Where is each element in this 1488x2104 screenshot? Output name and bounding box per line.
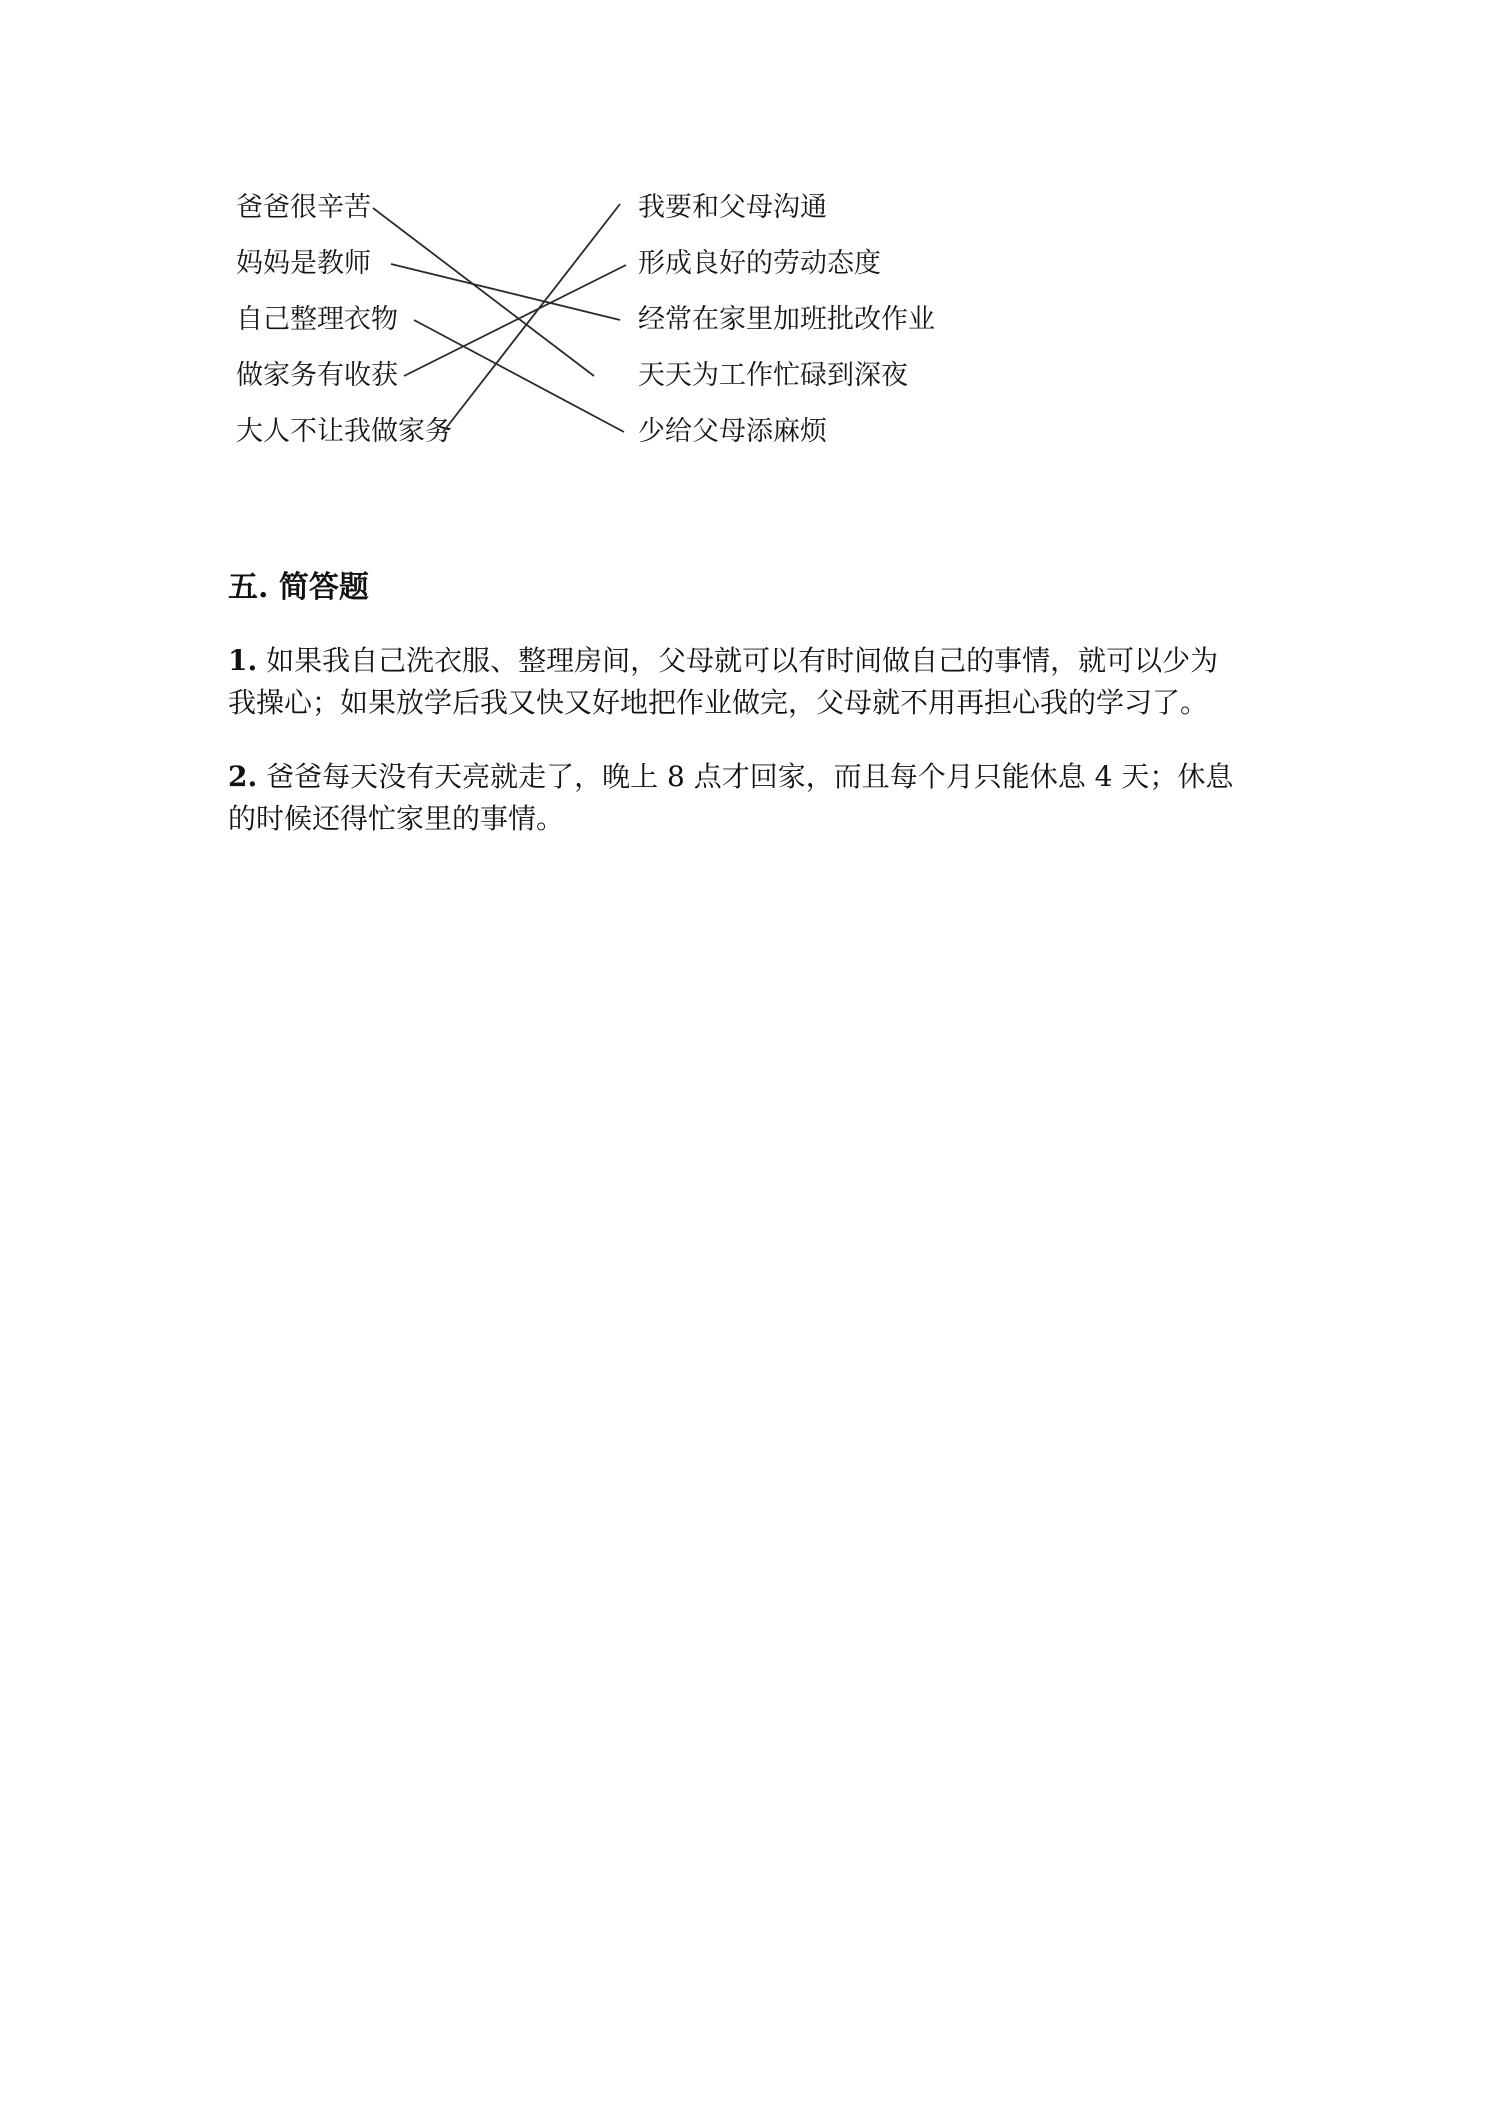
left-item: 爸爸很辛苦 [236,192,371,223]
connector-line [414,320,624,432]
answer-line [228,640,1268,682]
answer-line [228,798,1268,840]
matching-exercise [228,180,948,470]
left-item: 大人不让我做家务 [236,416,452,447]
connector-line [404,265,626,376]
connector-lines [228,180,948,470]
answer-text: 的时候还得忙家里的事情。 [228,802,565,835]
answer-line [228,756,1268,798]
answer-text: 爸爸每天没有天亮就走了，晚上 8 点才回家，而且每个月只能休息 4 天；休息 [257,760,1234,793]
right-item: 经常在家里加班批改作业 [638,304,935,335]
connector-line [373,208,594,376]
section-title: 五. 简答题 [228,570,369,605]
connector-line [391,264,620,320]
connector-line [443,204,620,432]
answer-item [228,756,1268,840]
right-item: 形成良好的劳动态度 [638,248,881,279]
answer-line [228,682,1268,724]
right-item: 我要和父母沟通 [638,192,827,223]
answer-number: 1. [228,644,258,677]
right-item: 少给父母添麻烦 [638,416,827,447]
answer-text: 我操心；如果放学后我又快又好地把作业做完，父母就不用再担心我的学习了。 [228,686,1209,719]
answer-number: 2. [228,760,258,793]
left-item: 自己整理衣物 [236,304,398,335]
answer-item [228,640,1268,724]
left-item: 做家务有收获 [236,360,398,391]
left-item: 妈妈是教师 [236,248,371,279]
answer-text: 如果我自己洗衣服、整理房间，父母就可以有时间做自己的事情，就可以少为 [257,644,1219,677]
right-item: 天天为工作忙碌到深夜 [638,360,908,391]
